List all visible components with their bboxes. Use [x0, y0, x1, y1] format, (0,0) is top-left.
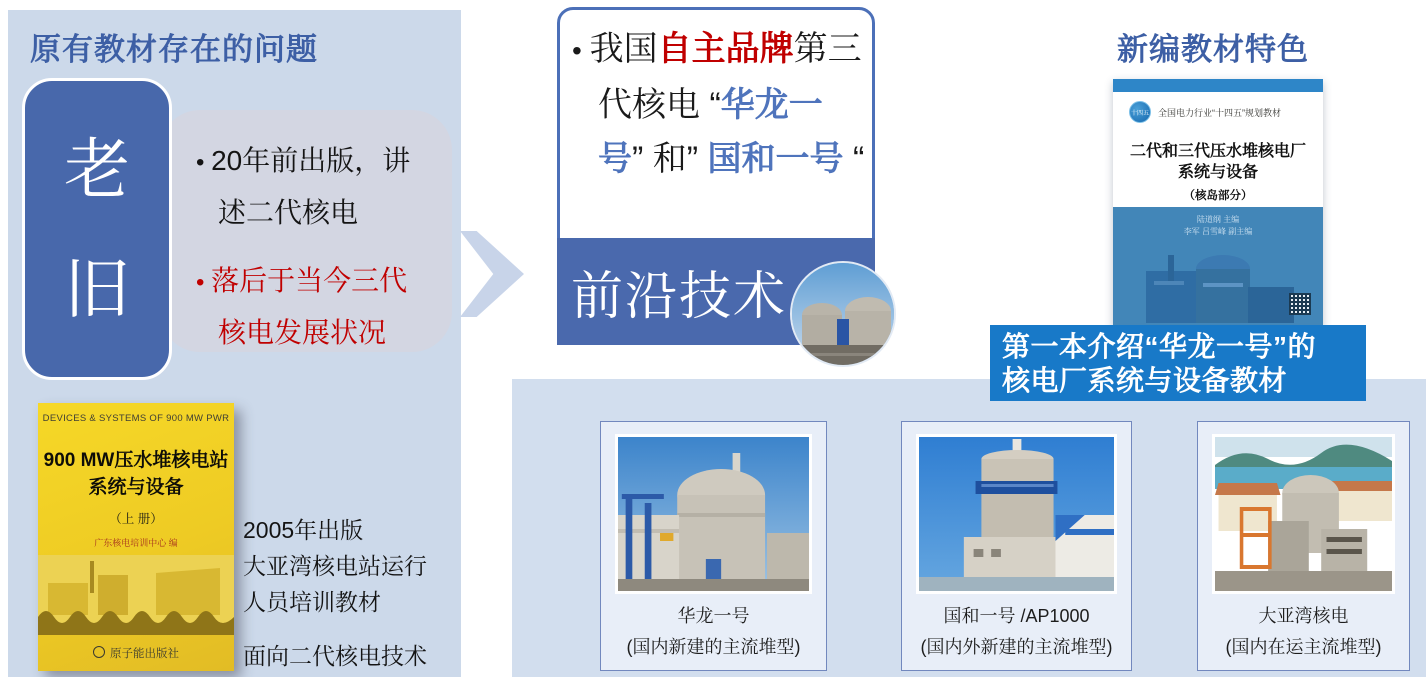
qr-code	[1289, 293, 1311, 315]
left-section-title: 原有教材存在的问题	[30, 32, 318, 67]
gallery-card-dayabay	[1197, 421, 1410, 671]
series-text: 全国电力行业“十四五”规划教材	[1158, 107, 1281, 118]
hualong-one-photo	[615, 434, 812, 594]
hualong-one-text: 华龙一号	[598, 86, 823, 178]
gallery-card-hualong	[600, 421, 827, 671]
note-line: 2005年出版	[243, 517, 364, 543]
old-book-editor: 广东核电培训中心 编	[94, 538, 178, 548]
highlight-red-text: 自主品牌	[657, 30, 794, 68]
old-label-char-top: 老	[64, 131, 130, 206]
note-line: 人员培训教材	[243, 589, 381, 615]
card-caption: 国和一号 /AP1000 (国内外新建的主流堆型)	[920, 606, 1113, 657]
new-book-title: 二代和三代压水堆核电厂 系统与设备	[1129, 143, 1306, 181]
plant-photo-circle	[790, 261, 896, 367]
new-book-series-row	[1129, 101, 1281, 123]
old-book-title: 900 MW压水堆核电站 系统与设备	[43, 450, 229, 498]
new-book-subtitle: （核岛部分）	[1183, 190, 1253, 202]
old-book-publisher: 原子能出版社	[38, 645, 234, 661]
new-textbook-cover	[1113, 79, 1323, 329]
center-bullet-text: • 我国自主品牌第三代核电 “华龙一号” 和” 国和一号 “	[572, 22, 866, 186]
new-book-top-bar	[1113, 79, 1323, 92]
note-line: 大亚湾核电站运行	[243, 553, 427, 579]
old-textbook-cover	[38, 403, 234, 671]
daya-bay-photo	[1212, 434, 1395, 594]
problem-bullet-2: • 落后于当今三代核电发展状况	[196, 256, 426, 358]
old-label-char-bottom: 旧	[64, 252, 130, 327]
new-book-photo-area	[1113, 207, 1323, 329]
reactor-illustration	[1128, 241, 1308, 329]
guohe-one-photo	[916, 434, 1117, 594]
card-caption: 大亚湾核电 (国内在运主流堆型)	[1225, 606, 1382, 657]
guohe-one-text: 国和一号	[707, 140, 844, 178]
problem-bullets-box	[160, 110, 452, 352]
publisher-logo-icon	[93, 646, 105, 658]
frontier-technology-banner: 前沿技术	[557, 238, 875, 345]
problem-bullet-1: • 20年前出版，讲述二代核电	[196, 136, 426, 238]
series-badge-icon: 十四五	[1129, 101, 1151, 123]
chevron-right-icon	[460, 231, 524, 317]
old-book-volume: （上 册）	[109, 512, 163, 526]
first-book-highlight-banner: 第一本介绍“华龙一号”的 核电厂系统与设备教材	[990, 325, 1366, 401]
old-book-cover-photo	[38, 555, 234, 635]
old-label-badge	[22, 78, 172, 380]
old-book-english-header: DEVICES & SYSTEMS OF 900 MW PWR	[42, 413, 230, 424]
note-line: 面向二代核电技术	[243, 643, 427, 669]
right-section-title: 新编教材特色	[1117, 32, 1309, 67]
gallery-card-guohe	[901, 421, 1132, 671]
old-book-notes	[243, 512, 427, 674]
card-caption: 华龙一号 (国内新建的主流堆型)	[626, 606, 801, 657]
new-book-authors: 陆道纲 主编 李军 吕雪峰 副主编	[1183, 215, 1253, 236]
